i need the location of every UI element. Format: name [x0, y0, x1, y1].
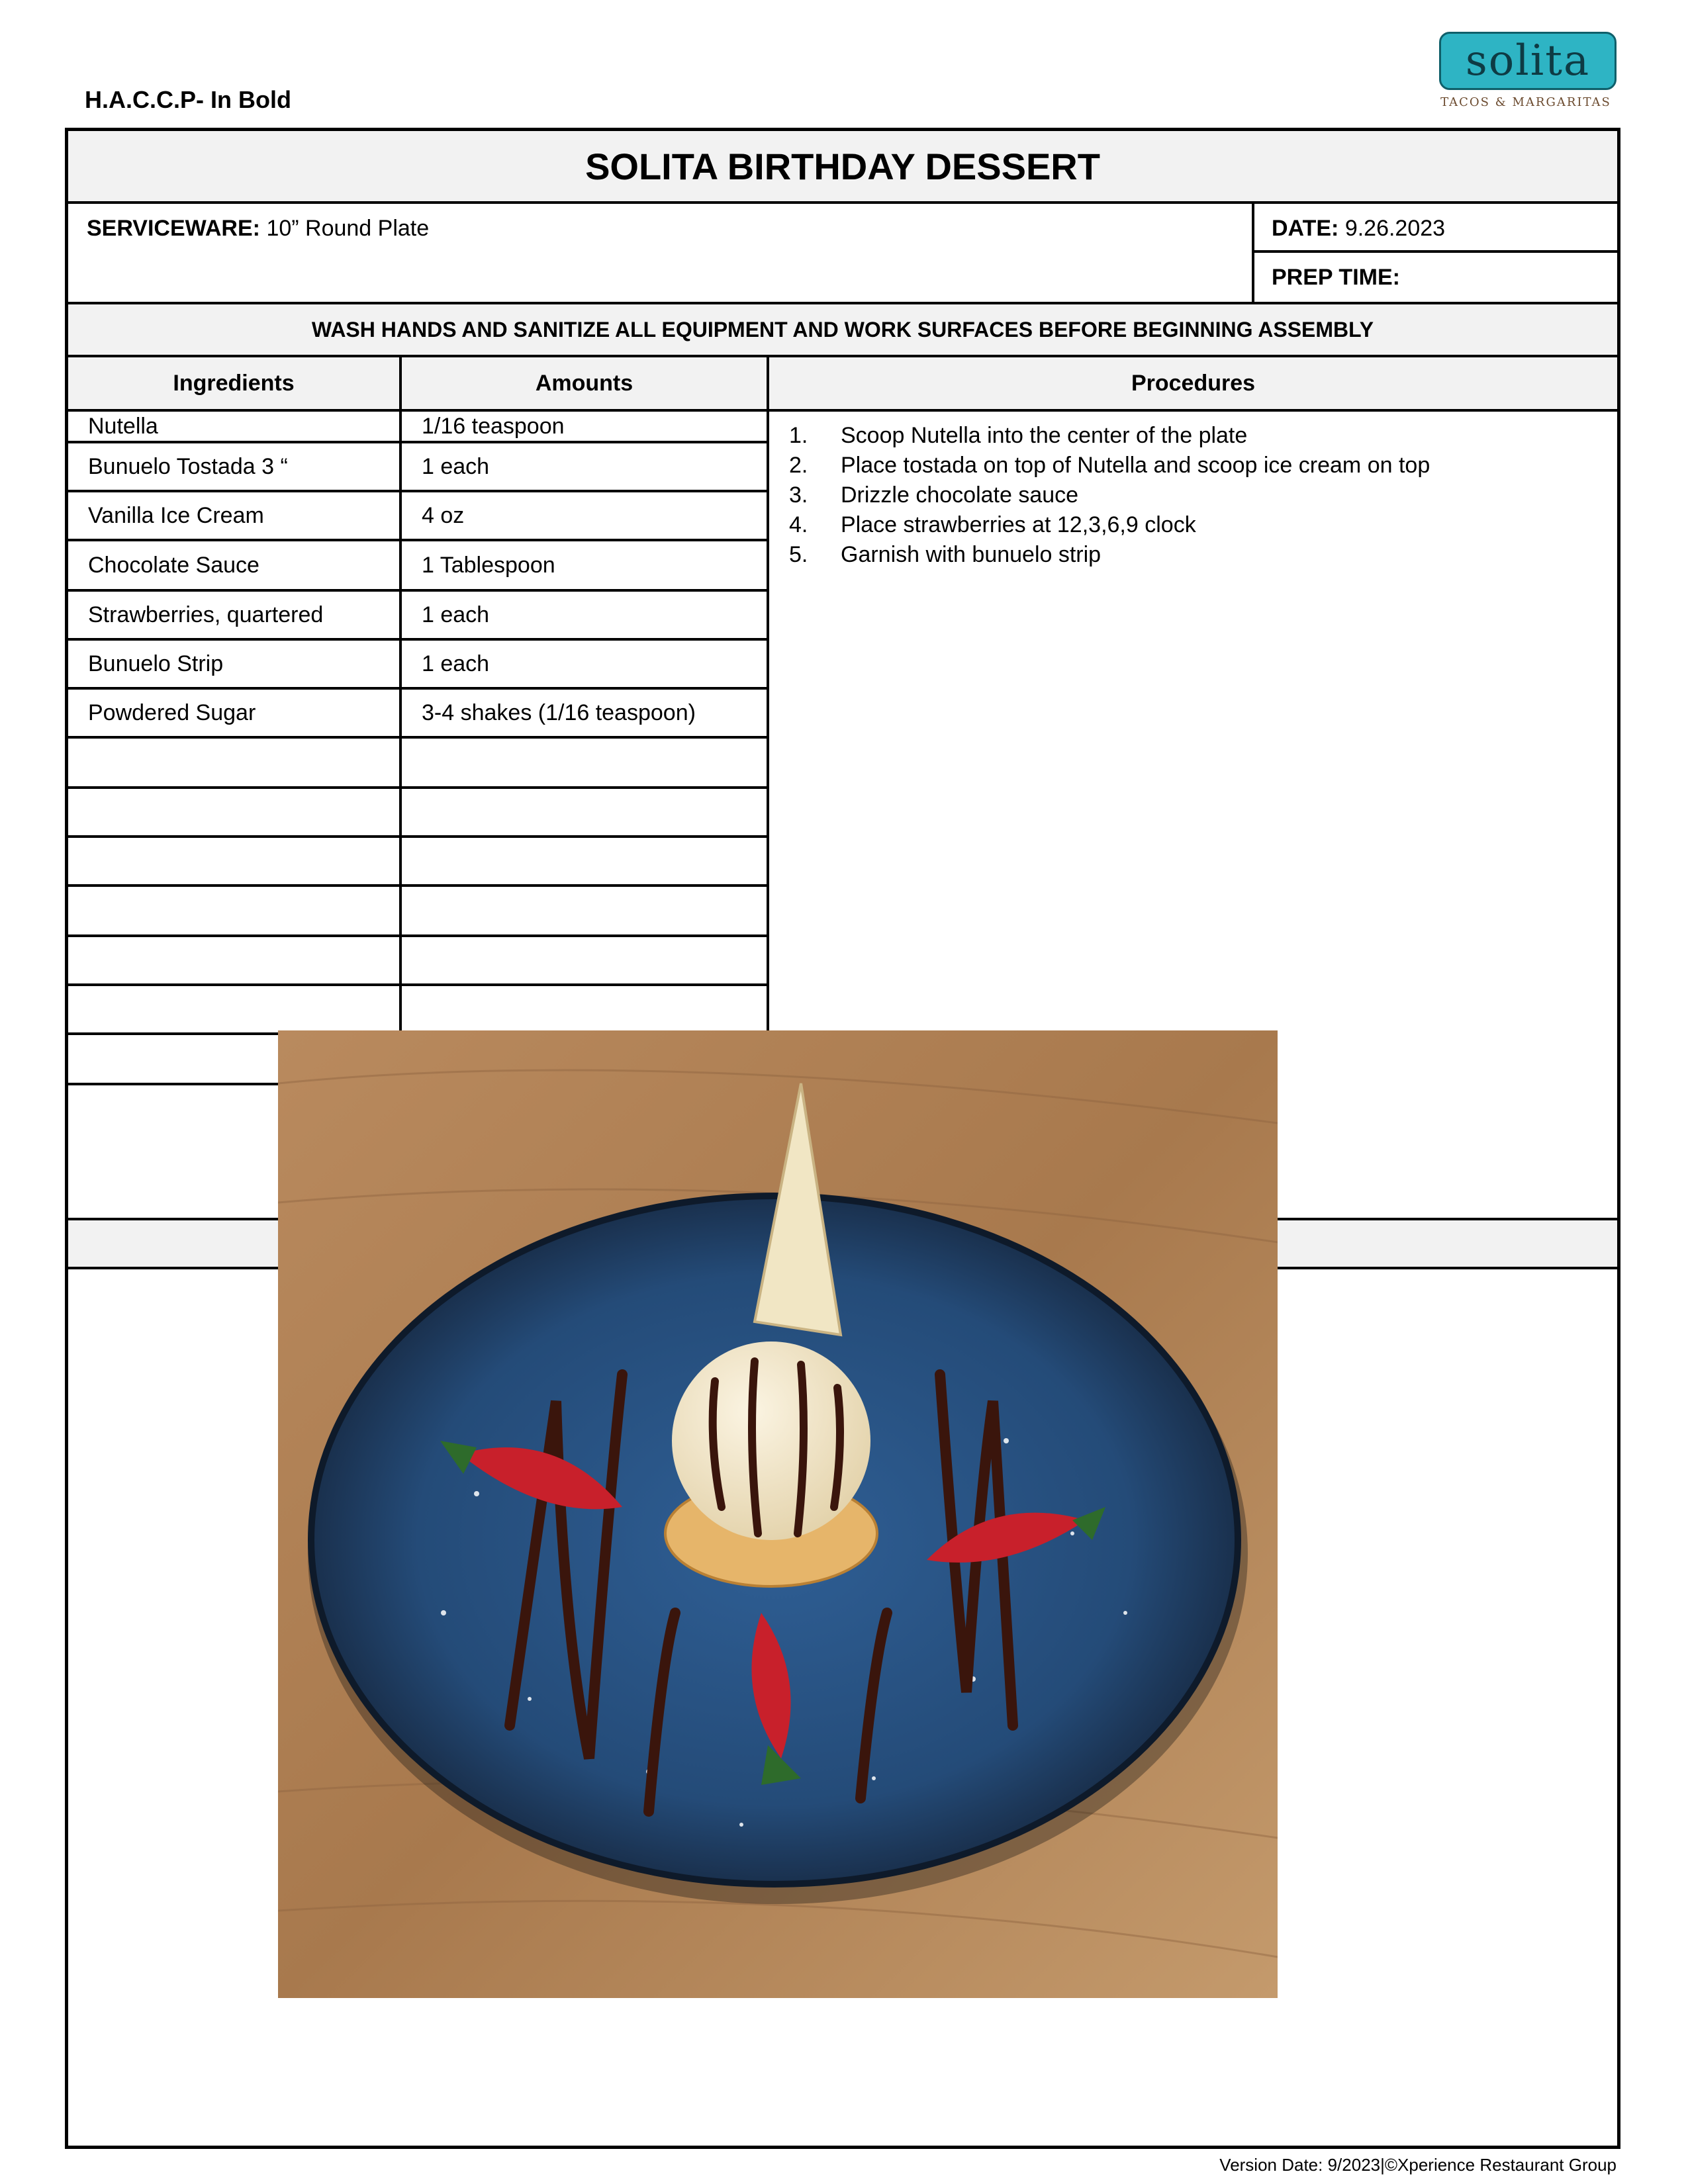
recipe-title: SOLITA BIRTHDAY DESSERT [68, 131, 1617, 204]
wash-hands-notice: WASH HANDS AND SANITIZE ALL EQUIPMENT AND WORK SURFACES BEFORE BEGINNING ASSEMBLY [68, 304, 1617, 357]
ingredient-amount: 1 each [402, 592, 769, 638]
ingredient-name [68, 937, 402, 983]
procedure-number: 4. [789, 512, 808, 537]
procedure-text: Scoop Nutella into the center of the plate [841, 423, 1248, 448]
procedure-step [789, 480, 1617, 510]
ingredient-amount: 4 oz [402, 492, 769, 539]
serviceware-cell [68, 204, 1254, 302]
ingredient-name: Vanilla Ice Cream [68, 492, 402, 539]
ingredient-row [68, 937, 769, 986]
procedure-text: Place tostada on top of Nutella and scoop ice cream on top [841, 453, 1430, 478]
procedure-step [789, 421, 1617, 451]
ingredient-name: Powdered Sugar [68, 690, 402, 736]
ingredient-name: Chocolate Sauce [68, 541, 402, 589]
ingredient-amount [402, 838, 769, 884]
ingredient-amount [402, 739, 769, 786]
ingredient-name [68, 838, 402, 884]
version-footer: Version Date: 9/2023|©Xperience Restaurant Group [1219, 2155, 1617, 2175]
serviceware-label: SERVICEWARE: [87, 216, 260, 241]
date-cell [1254, 204, 1617, 253]
procedure-text: Place strawberries at 12,3,6,9 clock [841, 512, 1196, 537]
ingredient-row [68, 789, 769, 838]
ingredient-name: Strawberries, quartered [68, 592, 402, 638]
ingredient-amount: 1 each [402, 641, 769, 687]
procedure-number: 1. [789, 423, 808, 448]
amounts-header: Amounts [402, 357, 769, 409]
ingredients-header: Ingredients [68, 357, 402, 409]
ingredient-row [68, 690, 769, 739]
ingredient-name [68, 739, 402, 786]
ingredient-amount [402, 789, 769, 835]
procedures-list [789, 421, 1617, 570]
procedure-number: 3. [789, 482, 808, 508]
ingredient-row [68, 592, 769, 641]
date-value: 9.26.2023 [1344, 216, 1446, 241]
ingredient-name: Bunuelo Strip [68, 641, 402, 687]
ingredient-row [68, 641, 769, 690]
ingredient-amount: 1 Tablespoon [402, 541, 769, 589]
date-prep-cells [1254, 204, 1617, 302]
ingredient-name [68, 887, 402, 934]
table-header [68, 357, 1617, 412]
procedure-number: 2. [789, 453, 808, 478]
serviceware-value: 10” Round Plate [266, 216, 430, 241]
ingredient-row [68, 541, 769, 592]
logo-badge: solita [1439, 32, 1617, 90]
ingredient-row [68, 443, 769, 492]
ingredient-amount [402, 887, 769, 934]
ingredient-amount: 1/16 teaspoon [402, 412, 769, 441]
ingredient-name: Bunuelo Tostada 3 “ [68, 443, 402, 490]
procedure-text: Drizzle chocolate sauce [841, 482, 1079, 508]
ingredient-row [68, 739, 769, 789]
ingredient-row [68, 887, 769, 937]
procedure-step [789, 510, 1617, 540]
ingredient-row [68, 412, 769, 443]
ingredient-amount: 1 each [402, 443, 769, 490]
serviceware-row [68, 204, 1617, 304]
procedure-step [789, 540, 1617, 570]
ingredient-name [68, 986, 402, 1032]
ingredient-amount [402, 937, 769, 983]
date-label: DATE: [1272, 216, 1339, 241]
ingredient-row [68, 986, 769, 1035]
ingredient-row [68, 492, 769, 541]
dessert-photo [278, 1030, 1278, 1998]
haccp-note: H.A.C.C.P- In Bold [85, 86, 291, 113]
procedure-step [789, 451, 1617, 480]
procedure-number: 5. [789, 542, 808, 567]
ingredient-name [68, 789, 402, 835]
solita-logo [1430, 26, 1622, 113]
ingredient-row [68, 838, 769, 887]
logo-tagline: TACOS & MARGARITAS [1440, 95, 1611, 109]
ingredient-amount [402, 986, 769, 1032]
ingredient-name: Nutella [68, 412, 402, 441]
ingredient-amount: 3-4 shakes (1/16 teaspoon) [402, 690, 769, 736]
procedure-text: Garnish with bunuelo strip [841, 542, 1102, 567]
procedures-header: Procedures [1131, 370, 1256, 396]
prep-time-cell: PREP TIME: [1272, 265, 1400, 290]
